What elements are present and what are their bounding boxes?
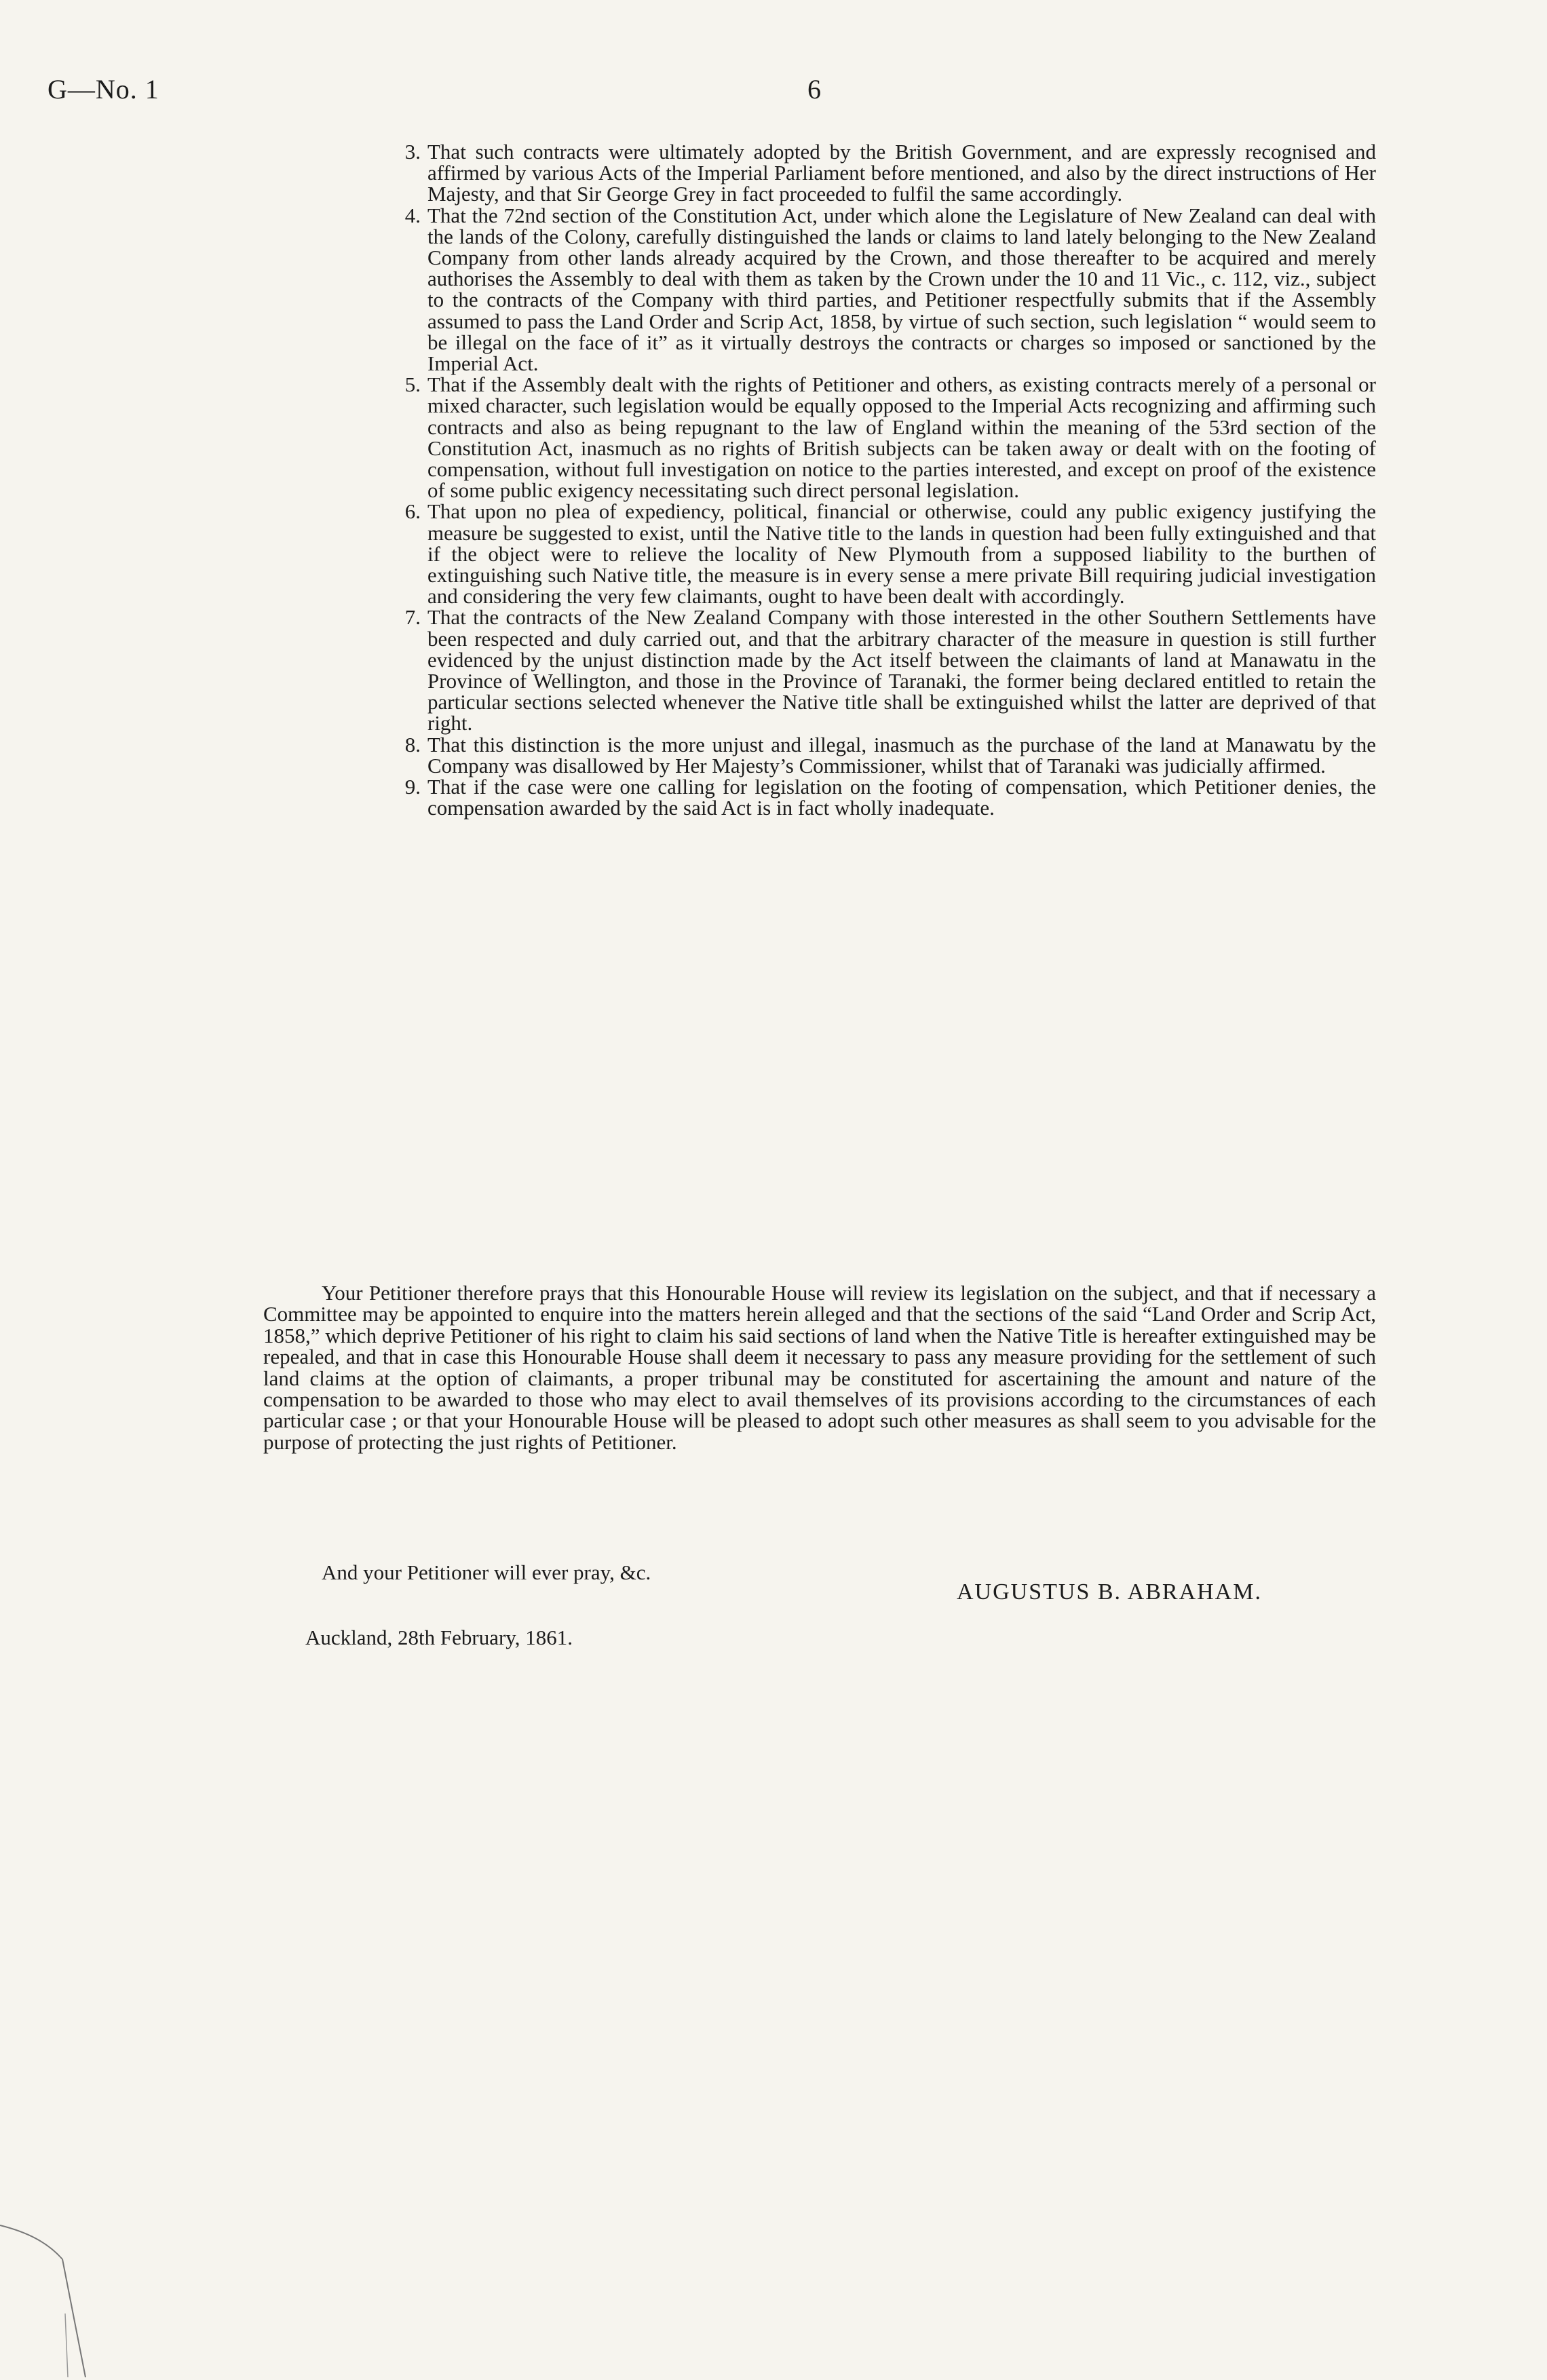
paragraph-item-4	[366, 205, 1376, 375]
document-reference: G—No. 1	[47, 74, 159, 104]
item-text: That the contracts of the New Zealand Company with those interested in the other Southern Settlements have been respected and duly carried out, and that the arbitrary character of the measure in question is still further evidenced by the unjust distinction made by the Act itself between the claimants of land at Manawatu in the Province of Wellington, and those in the Province of Taranaki, the former being declared entitled to retain the particular sections selected whenever the Native title shall be extinguished whilst the latter are deprived of that right.	[427, 605, 1376, 735]
item-text: That upon no plea of expediency, political, financial or otherwise, could any public exigency justifying the measure be suggested to exist, until the Native title to the lands in question had been fully extinguished and that if the object were to relieve the locality of New Plymouth from a supposed liability to the burthen of extinguishing such Native title, the measure is in every sense a mere private Bill requiring judicial investigation and considering the very few claimants, ought to have been dealt with accordingly.	[427, 499, 1376, 609]
numbered-paragraphs	[366, 141, 1376, 819]
prayer-paragraph: Your Petitioner therefore prays that this Honourable House will review its legislation on the subject, and that if necessary a Committee may be appointed to enquire into the matters herein alleged and that the sections of the said “Land Order and Scrip Act, 1858,” which deprive Petitioner of his right to claim his said sections of land when the Native Title is hereafter extinguished may be repealed, and that in case this Honourable House shall deem it necessary to pass any measure providing for the settlement of such land claims at the option of claimants, a proper tribunal may be constituted for ascertaining the amount and nature of the compensation to be awarded to those who may elect to avail themselves of its provisions according to the circumstances of each particular case ; or that your Honourable House will be pleased to adopt such other measures as shall seem to you advisable for the purpose of protecting the just rights of Petitioner.	[263, 1281, 1376, 1454]
item-text: That the 72nd section of the Constitution Act, under which alone the Legislature of New Zealand can deal with the lands of the Colony, carefully distinguished the lands or claims to land lately belonging to the New Zealand Company from other lands already acquired by the Crown, and those thereafter to be acquired and merely authorises the Assembly to deal with them as taken by the Crown under the 10 and 11 Vic., c. 112, viz., subject to the contracts of the Company with third parties, and Petitioner respectfully submits that if the Assembly assumed to pass the Land Order and Scrip Act, 1858, by virtue of such section, such legislation “ would seem to be illegal on the face of it” as it virtually destroys the contracts or charges so imposed or sanctioned by the Imperial Act.	[427, 203, 1376, 376]
item-text: That if the case were one calling for legislation on the footing of compensation, which Petitioner denies, the compensation awarded by the said Act is in fact wholly inadequate.	[427, 775, 1376, 820]
item-number: 9.	[404, 775, 421, 799]
item-number: 8.	[404, 732, 421, 756]
item-text: That this distinction is the more unjust and illegal, inasmuch as the purchase of the land at Manawatu by the Company was disallowed by Her Majesty’s Commissioner, whilst that of Taranaki was judicially affirmed.	[427, 732, 1376, 778]
item-number: 3.	[404, 140, 421, 164]
closing-line: And your Petitioner will ever pray, &c.	[322, 1560, 651, 1584]
paragraph-item-3	[366, 141, 1376, 205]
item-number: 4.	[404, 203, 421, 227]
item-text: That if the Assembly dealt with the rights of Petitioner and others, as existing contracts merely of a personal or mixed character, such legislation would be equally opposed to the Imperial Acts recognizing and affirming such contracts and also as being repugnant to the law of England within the meaning of the 53rd section of the Constitution Act, inasmuch as no rights of British subjects can be taken away or dealt with on the footing of compensation, without full investigation on notice to the parties interested, and except on proof of the existence of some public exigency necessitating such direct personal legislation.	[427, 372, 1376, 503]
paragraph-item-9	[366, 776, 1376, 818]
petitioner-signature: AUGUSTUS B. ABRAHAM.	[957, 1579, 1262, 1605]
item-number: 6.	[404, 499, 421, 524]
item-number: 5.	[404, 372, 421, 397]
paragraph-item-7	[366, 607, 1376, 733]
page-number: 6	[807, 74, 821, 104]
item-number: 7.	[404, 605, 421, 630]
scan-margin-mark	[0, 2212, 109, 2380]
paragraph-item-8	[366, 734, 1376, 776]
place-and-date: Auckland, 28th February, 1861.	[305, 1626, 573, 1649]
paragraph-item-5	[366, 374, 1376, 501]
item-text: That such contracts were ultimately adopted by the British Government, and are expressly recognised and affirmed by various Acts of the Imperial Parliament before mentioned, and also by the direct instructions of Her Majesty, and that Sir George Grey in fact proceeded to fulfil the same accordingly.	[427, 140, 1376, 206]
paragraph-item-6	[366, 501, 1376, 607]
